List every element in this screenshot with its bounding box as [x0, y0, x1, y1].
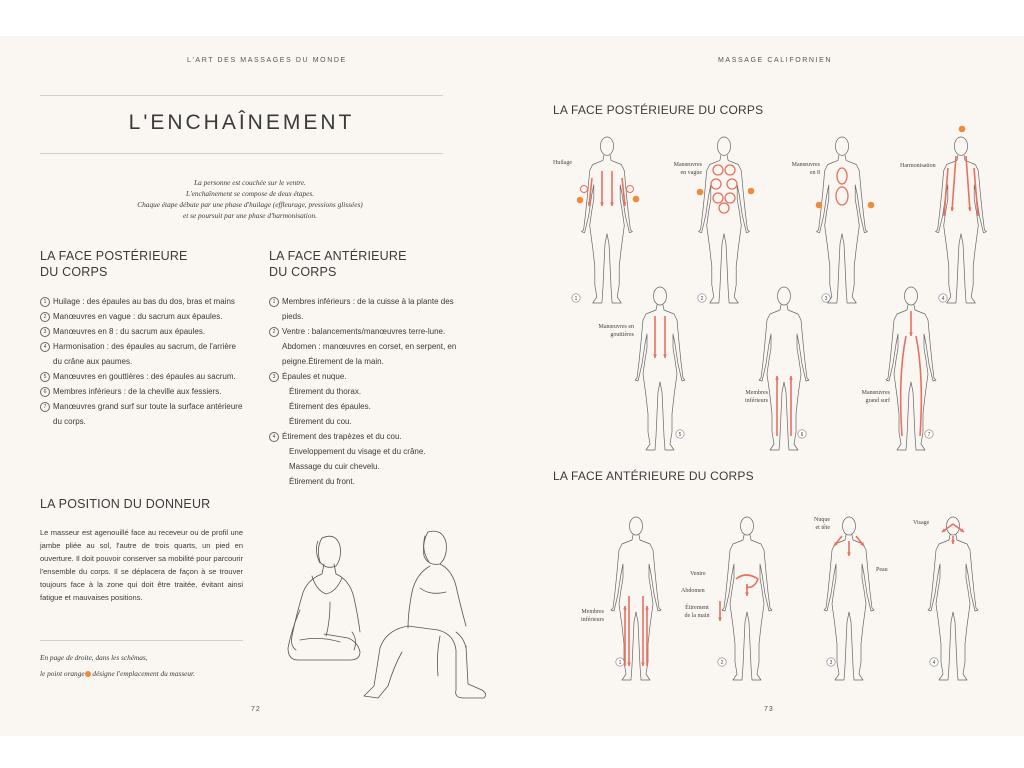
step-number: 2: [720, 660, 724, 666]
list-item-text: Manœuvres en vague : du sacrum aux épaules.: [53, 312, 223, 321]
label-huit-line: Manœuvres: [791, 162, 820, 168]
step-number-badge: 5: [40, 372, 50, 382]
massage-circle: [711, 179, 721, 189]
caption-line: désigne l'emplacement du masseur.: [90, 669, 195, 678]
back-figure-3: [817, 137, 868, 303]
figure-head: [843, 517, 856, 535]
caption-line: le point orange: [40, 669, 85, 678]
step-number: 1: [574, 296, 578, 302]
label-ventre: Ventre: [690, 571, 706, 577]
intro-line: Chaque étape débute par une phase d'huilage (effleurage, pressions glissées): [137, 200, 363, 209]
massage-circle: [627, 186, 634, 193]
masseur-position-dot: [633, 196, 640, 203]
arrow-head-icon: [627, 662, 631, 666]
step-number: 5: [678, 432, 682, 438]
list-item-text: Épaules et nuque.: [282, 372, 347, 381]
label-peau: Peau: [876, 567, 888, 573]
label-abdomen: Abdomen: [681, 588, 705, 594]
step-number-badge: 7: [40, 402, 50, 412]
heading-front-line: LA FACE ANTÉRIEURE: [269, 249, 407, 263]
back-figure-2: [699, 137, 750, 303]
list-subitem: Étirement du front.: [289, 477, 355, 486]
label-membres-front-line: inférieurs: [581, 616, 604, 623]
arrow-head-icon: [909, 332, 913, 336]
figure-body-outline: [722, 535, 772, 680]
figure-head: [778, 287, 791, 305]
list-item-text: Membres inférieurs : de la cheville aux fessiers.: [53, 387, 222, 396]
list-item-text: Manœuvres en 8 : du sacrum aux épaules.: [53, 327, 206, 336]
label-huilage: Huilage: [553, 160, 572, 166]
figure-body-outline: [582, 155, 633, 303]
massage-figure-eight: [837, 168, 847, 184]
caption-line: En page de droite, dans les schémas,: [40, 653, 148, 662]
front-figure-2: [722, 517, 772, 680]
label-etirement: [680, 605, 714, 620]
label-visage: Visage: [913, 520, 930, 526]
step-number-badge: 1: [269, 297, 279, 307]
arrow-head-icon: [775, 376, 779, 380]
label-surf-line: grand surf: [865, 397, 890, 404]
label-harmonisation: Harmonisation: [900, 163, 936, 169]
label-gouttieres-line: Manœuvres en: [598, 324, 634, 330]
massage-circle: [581, 186, 588, 193]
list-item-text: Ventre : balancements/manœuvres terre-lune. Abdomen : manœuvres en corset, en serpent, en peigne.Étirement de la main.: [282, 327, 457, 366]
back-figure-6: [759, 287, 809, 450]
arrow-head-icon: [789, 376, 793, 380]
step-number-badge: 6: [40, 387, 50, 397]
step-number-badge: 4: [269, 432, 279, 442]
figure-head: [600, 137, 613, 155]
figure-body-outline: [635, 305, 685, 450]
right-page: [512, 36, 1024, 736]
massage-figure-eight: [836, 187, 848, 205]
heading-front-line: DU CORPS: [269, 265, 337, 279]
label-huit: [782, 162, 820, 177]
step-number: 3: [824, 296, 828, 302]
label-huit-line: en 8: [809, 169, 820, 176]
label-vague-line: en vague: [680, 169, 702, 176]
massage-circle: [719, 203, 729, 213]
massage-circle: [713, 193, 723, 203]
label-membres-back-line: inférieurs: [745, 397, 768, 404]
figure-head: [717, 137, 730, 155]
list-item-text: Étirement des trapèzes et du cou.: [282, 432, 402, 441]
label-gouttieres-line: gouttières: [610, 331, 634, 338]
step-number-badge: 1: [40, 297, 50, 307]
label-etirement-line: de la main: [684, 612, 710, 619]
step-number-badge: 4: [40, 342, 50, 352]
step-number-badge: 3: [269, 372, 279, 382]
label-nuque-line: Nuque: [814, 517, 830, 523]
arrow-head-icon: [951, 540, 955, 544]
massage-arrow: [901, 336, 906, 436]
giver-position-illustration: [0, 36, 512, 736]
arrow-head-icon: [745, 592, 749, 596]
step-number: 6: [800, 432, 804, 438]
massage-arrow: [966, 156, 970, 211]
intro-line: L'enchaînement se compose de deux étapes.: [186, 189, 314, 198]
intro-line: La personne est couchée sur le ventre.: [194, 178, 306, 187]
book-spread: [0, 36, 1024, 736]
figure-head: [741, 517, 754, 535]
massage-circle: [727, 179, 737, 189]
label-vague-line: Manœuvres: [673, 162, 702, 168]
masseur-position-dot: [816, 202, 823, 209]
folio-left: 72: [251, 706, 261, 713]
arrow-head-icon: [623, 606, 627, 610]
running-head-right: MASSAGE CALIFORNIEN: [718, 57, 833, 64]
massage-arrow: [916, 336, 921, 436]
arrow-head-icon: [641, 662, 645, 666]
figure-body-outline: [759, 305, 809, 450]
label-membres-back: [734, 390, 768, 405]
list-subitem: Massage du cuir chevelu.: [289, 462, 380, 471]
step-number: 7: [927, 432, 931, 438]
list-subitem: Enveloppement du visage et du crâne.: [289, 447, 426, 456]
arrow-head-icon: [847, 552, 851, 556]
label-surf-line: Manœuvres: [861, 390, 890, 396]
label-gouttieres: [588, 324, 634, 339]
masseur-position-dot: [577, 197, 584, 204]
arrow-head-icon: [653, 354, 657, 358]
massage-arrow: [952, 156, 956, 211]
figure-head: [947, 517, 960, 535]
arrow-head-icon: [610, 202, 614, 206]
list-item-text: Manœuvres en gouttières : des épaules au sacrum.: [53, 372, 236, 381]
page-title: L'ENCHAÎNEMENT: [128, 111, 355, 134]
folio-right: 73: [764, 706, 774, 713]
arrow-head-icon: [663, 354, 667, 358]
step-number: 2: [700, 296, 704, 302]
massage-circle: [725, 165, 735, 175]
intro-line: et se poursuit par une phase d'harmonisation.: [183, 211, 317, 220]
heading-back-line: DU CORPS: [40, 265, 108, 279]
massage-circle: [713, 165, 723, 175]
step-number-badge: 3: [40, 327, 50, 337]
masseur-position-dot: [697, 189, 704, 196]
figure-head: [630, 517, 643, 535]
step-number: 4: [932, 660, 936, 666]
heading-back-line: LA FACE POSTÉRIEURE: [40, 249, 188, 263]
massage-circle: [725, 193, 735, 203]
massage-diagrams: [512, 36, 1024, 736]
list-subitem: Étirement du cou.: [289, 417, 352, 426]
label-membres-back-line: Membres: [745, 390, 768, 396]
figure-body-outline: [817, 155, 868, 303]
step-number: 3: [829, 660, 833, 666]
masseur-position-dot: [748, 188, 755, 195]
step-number-badge: 2: [269, 327, 279, 337]
label-nuque-line: et tête: [815, 524, 830, 531]
step-number-badge: 2: [40, 312, 50, 322]
figure-body-outline: [699, 155, 750, 303]
list-item-text: Manœuvres grand surf sur toute la surface antérieure du corps.: [53, 402, 243, 426]
masseur-position-dot: [868, 202, 875, 209]
label-etirement-line: Étirement: [685, 605, 709, 611]
figure-head: [835, 137, 848, 155]
left-page: [0, 36, 512, 736]
figure-head: [905, 287, 918, 305]
label-vague: [664, 162, 702, 177]
step-number: 4: [941, 296, 945, 302]
back-figure-5: [635, 287, 685, 450]
heading-position: LA POSITION DU DONNEUR: [40, 497, 211, 511]
arrow-head-icon: [950, 207, 954, 211]
figure-body-outline: [936, 155, 987, 303]
arrow-head-icon: [718, 617, 722, 621]
heading-front-diagrams: LA FACE ANTÉRIEURE DU CORPS: [553, 469, 754, 483]
list-item-text: Membres inférieurs : de la cuisse à la plante des pieds.: [282, 297, 454, 321]
list-subitem: Étirement des épaules.: [289, 402, 371, 411]
list-item-text: Harmonisation : des épaules au sacrum, de l'arrière du crâne aux paumes.: [53, 342, 236, 366]
figure-head: [654, 287, 667, 305]
masseur-position-dot: [959, 126, 966, 133]
label-membres-front-line: Membres: [581, 609, 604, 615]
back-figure-1: [582, 137, 633, 303]
figure-head: [954, 137, 967, 155]
arrow-head-icon: [968, 207, 972, 211]
heading-back-diagrams: LA FACE POSTÉRIEURE DU CORPS: [553, 103, 764, 117]
back-figure-4: [936, 137, 987, 303]
arrow-head-icon: [645, 606, 649, 610]
label-membres-front: [574, 609, 604, 624]
front-figure-1: [611, 517, 661, 680]
arrow-head-icon: [600, 202, 604, 206]
position-paragraph: Le masseur est agenouillé face au receveur ou de profil une jambe pliée au sol, l'autre de trois quarts, un pied en ouverture. Il doit pouvoir conserver sa mobilité pour parcourir l'ensemble du corps. Il se déplacera de façon à se trouver toujours face à la zone qui doit être traitée, évitant ainsi fatigue et mauvaises positions.: [40, 528, 243, 602]
label-surf: [850, 390, 890, 405]
step-number: 1: [618, 660, 622, 666]
list-item-text: Huilage : des épaules au bas du dos, bras et mains: [53, 297, 235, 306]
label-nuque: [808, 517, 830, 532]
running-head-left: L'ART DES MASSAGES DU MONDE: [187, 57, 347, 64]
list-subitem: Étirement du thorax.: [289, 387, 362, 396]
